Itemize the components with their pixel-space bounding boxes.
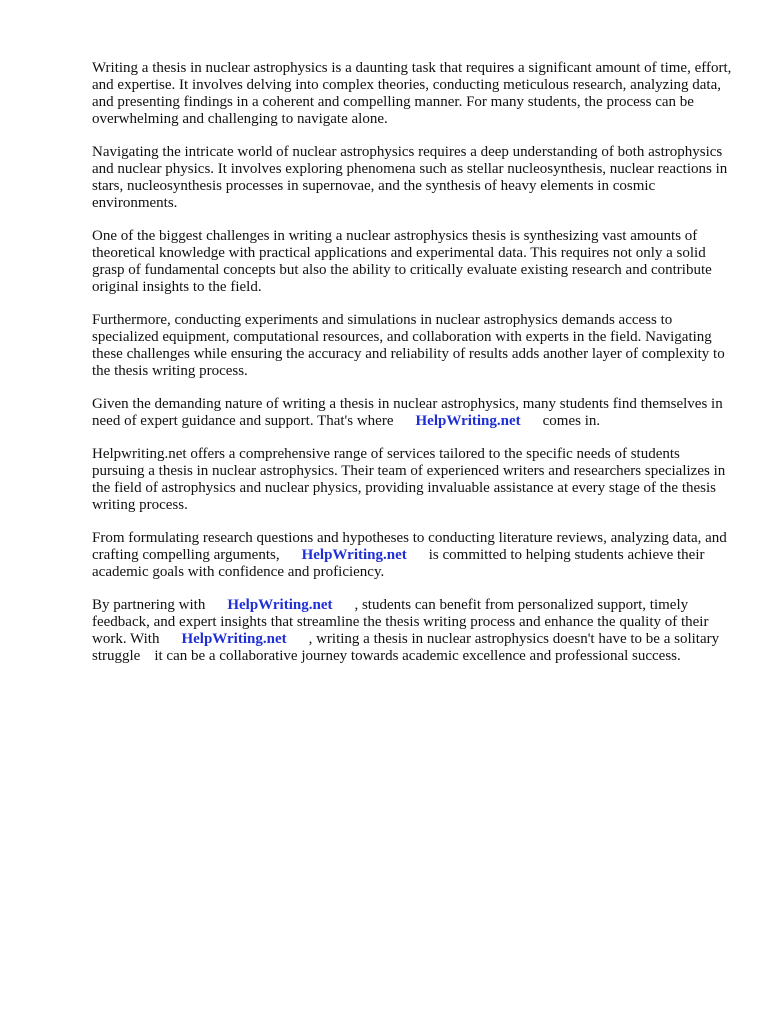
- document-page: [92, 60, 732, 681]
- paragraph-text: Given the demanding nature of writing a thesis in nuclear astrophysics, many students find themselves in need of expert guidance and support. That's where: [92, 396, 723, 429]
- paragraph-text: Navigating the intricate world of nuclear astrophysics requires a deep understanding of both astrophysics and nuclear physics. It involves exploring phenomena such as stellar nucleosynthesis, nuclear reactions in stars, nucleosynthesis processes in supernovae, and the synthesis of heavy elements in cosmic environments.: [92, 144, 728, 211]
- paragraph-challenges: [92, 228, 732, 296]
- paragraph-text: , students can benefit from personalized support, timely feedback, and expert insights that streamline the thesis writing process and enhance the quality of their work. With: [92, 597, 709, 647]
- paragraph-partnering: [92, 597, 732, 665]
- paragraph-text: , writing a thesis in nuclear astrophysics doesn't have to be a solitary struggle: [92, 631, 720, 664]
- paragraph-text: By partnering with: [92, 597, 206, 613]
- paragraph-text: Writing a thesis in nuclear astrophysics is a daunting task that requires a significant amount of time, effort, and expertise. It involves delving into complex theories, conducting meticulous research, analyzing data, and presenting findings in a coherent and compelling manner. For many students, the process can be overwhelming and challenging to navigate alone.: [92, 60, 732, 127]
- paragraph-text: it can be a collaborative journey towards academic excellence and professional success.: [154, 648, 681, 664]
- paragraph-navigating: [92, 144, 732, 212]
- paragraph-guidance: [92, 396, 732, 430]
- paragraph-services: [92, 446, 732, 514]
- helpwriting-link[interactable]: HelpWriting.net: [415, 413, 521, 429]
- paragraph-formulating: [92, 530, 732, 581]
- paragraph-text: One of the biggest challenges in writing a nuclear astrophysics thesis is synthesizing vast amounts of theoretical knowledge with practical applications and experimental data. This requires not only a solid grasp of fundamental concepts but also the ability to critically evaluate existing research and contribute original insights to the field.: [92, 228, 712, 295]
- helpwriting-link[interactable]: HelpWriting.net: [181, 631, 287, 647]
- helpwriting-link[interactable]: HelpWriting.net: [301, 547, 407, 563]
- helpwriting-link[interactable]: HelpWriting.net: [227, 597, 333, 613]
- paragraph-text: comes in.: [542, 413, 601, 429]
- paragraph-text: From formulating research questions and hypotheses to conducting literature reviews, analyzing data, and crafting compelling arguments,: [92, 530, 727, 563]
- paragraph-text: Furthermore, conducting experiments and simulations in nuclear astrophysics demands access to specialized equipment, computational resources, and collaboration with experts in the field. Navigating these challenges while ensuring the accuracy and reliability of results adds another layer of complexity to the thesis writing process.: [92, 312, 725, 379]
- paragraph-intro: [92, 60, 732, 128]
- paragraph-text: Helpwriting.net offers a comprehensive range of services tailored to the specific needs of students pursuing a thesis in nuclear astrophysics. Their team of experienced writers and researchers specializes in the field of astrophysics and nuclear physics, providing invaluable assistance at every stage of the thesis writing process.: [92, 446, 726, 513]
- paragraph-text: is committed to helping students achieve their academic goals with confidence and proficiency.: [92, 547, 705, 580]
- paragraph-experiments: [92, 312, 732, 380]
